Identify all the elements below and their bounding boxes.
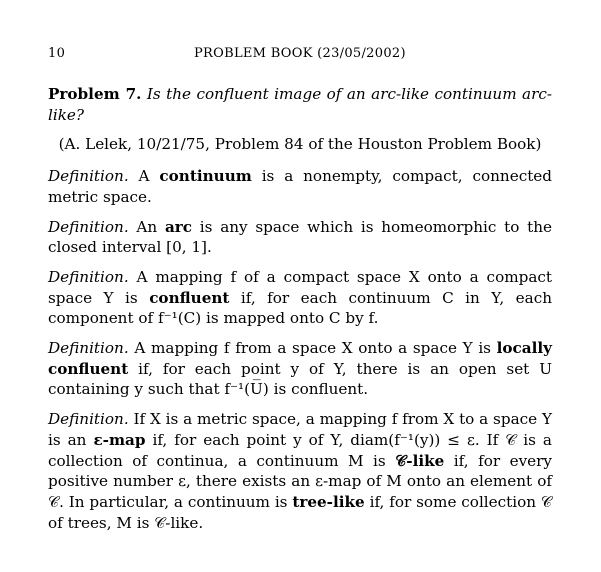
definition-epsilon-map (48, 409, 552, 533)
definition-text: if, for each point y of Y, there is an open set U containing y such that f⁻¹(U̅) is confluent. (48, 359, 552, 399)
definition-label: Definition. (48, 167, 129, 186)
definition-label: Definition. (48, 339, 129, 358)
definition-locally-confluent (48, 338, 552, 400)
definition-text: if, for some collection 𝒞 of trees, M is 𝒞-like. (48, 492, 552, 532)
defined-term: confluent (149, 288, 230, 307)
definition-text: If X is a metric space, a mapping f from X to a space Y is an (48, 410, 552, 449)
defined-term: locally confluent (48, 339, 553, 378)
definition-arc (48, 217, 552, 258)
problem-label: Problem 7. (48, 85, 142, 103)
defined-term: tree-like (292, 492, 365, 511)
defined-term: ε-map (93, 430, 146, 449)
definition-text: is a nonempty, compact, connected metric space. (48, 167, 553, 206)
definition-continuum (48, 166, 552, 207)
citation: (A. Lelek, 10/21/75, Problem 84 of the Houston Problem Book) (58, 135, 542, 154)
body-text (48, 84, 552, 542)
definition-text: An (136, 217, 165, 236)
problem-question: Is the confluent image of an arc-like continuum arc-like? (48, 85, 553, 124)
problem-statement (48, 84, 552, 125)
definition-text: A (138, 167, 160, 186)
defined-term: 𝒞-like (395, 451, 445, 470)
definition-text: is any space which is homeomorphic to the closed interval [0, 1]. (48, 217, 553, 257)
definition-confluent (48, 267, 552, 329)
definition-text: if, for every positive number ε, there exists an ε-map of M onto an element of 𝒞. In particular, a continuum is (48, 451, 552, 511)
defined-term: continuum (159, 167, 252, 186)
definition-label: Definition. (48, 410, 129, 429)
definition-text: if, for each continuum C in Y, each component of f⁻¹(C) is mapped onto C by f. (48, 288, 552, 328)
definition-text: A mapping f of a compact space X onto a compact space Y is (48, 267, 552, 307)
defined-term: arc (164, 217, 193, 236)
page-number: 10 (48, 46, 66, 61)
definition-text: A mapping f from a space X onto a space Y is (134, 339, 497, 358)
definition-text: if, for each point y of Y, diam(f⁻¹(y)) ≤ ε. If 𝒞 is a collection of continua, a continuum M is (48, 430, 552, 470)
running-title: PROBLEM BOOK (23/05/2002) (194, 46, 406, 61)
definition-label: Definition. (48, 217, 129, 236)
definition-label: Definition. (48, 267, 129, 286)
